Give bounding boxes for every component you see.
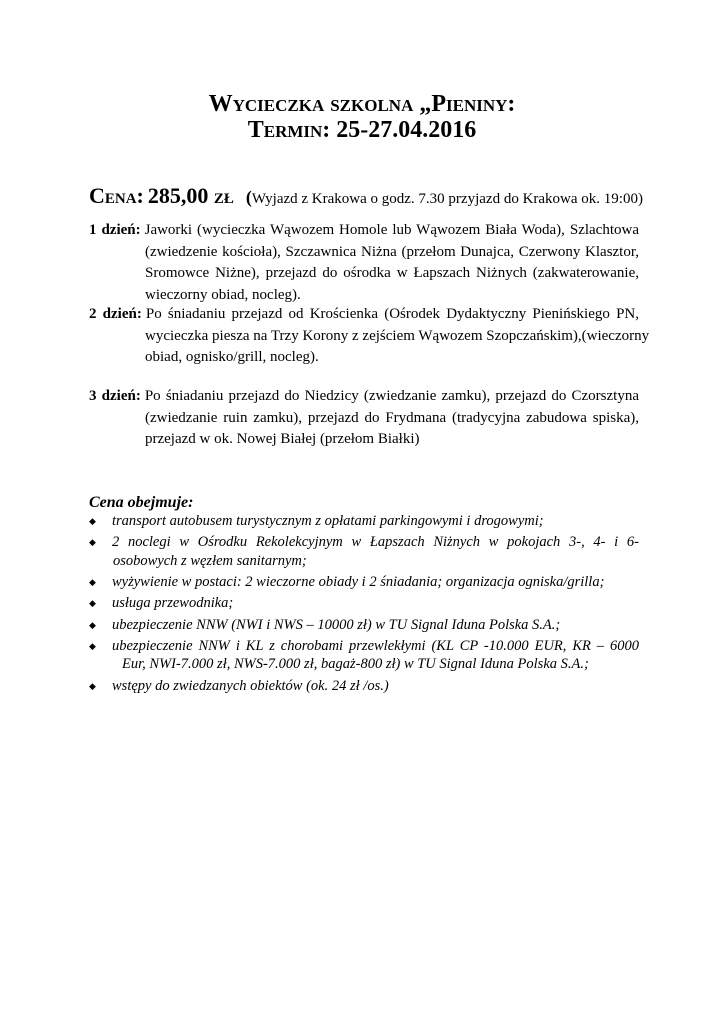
list-item (89, 533, 639, 570)
day-text-line: wycieczka piesza na Trzy Korony z zejściem Wąwozem Szopczańskim),(wieczorny (145, 327, 650, 344)
day-text-line: Sromowce Niżne), przejazd do ośrodka w Łapszach Niżnych (zakwaterowanie, (145, 265, 639, 281)
price-line (89, 183, 643, 212)
list-item (89, 512, 639, 531)
price-note-text: Wyjazd z Krakowa o godz. 7.30 przyjazd do Krakowa ok. 19:00) (251, 191, 643, 207)
diamond-bullet-icon: ◆ (89, 680, 96, 691)
list-item-text: wyżywienie w postaci: 2 wieczorne obiady i 2 śniadania; organizacja ogniska/grilla; (112, 574, 605, 591)
includes-title: Cena obejmuje: (89, 494, 194, 511)
trip-date: Termin: 25-27.04.2016 (247, 117, 477, 143)
day-row (89, 220, 639, 242)
day-row (89, 386, 639, 408)
list-item-text: usługa przewodnika; (112, 595, 234, 612)
day-text-line: (zwiedzanie ruin zamku), przejazd do Frydmana (tradycyjna zabudowa spiska), (145, 409, 639, 426)
day-text-line: Po śniadaniu przejazd od Krościenka (Ośrodek Dydaktyczny Pienińskiego PN, (145, 306, 639, 322)
document-title: Wycieczka szkolna „Pieniny: (208, 91, 516, 117)
price-note-paren: ( (245, 187, 252, 207)
diamond-bullet-icon: ◆ (89, 577, 96, 588)
day-label: 3 dzień: (89, 388, 141, 404)
day-3-section (89, 386, 639, 451)
price-label: Cena: (89, 183, 144, 208)
list-item-text: ubezpieczenie NNW (NWI i NWS – 10000 zł) w TU Signal Iduna Polska S.A.; (112, 616, 561, 633)
day-text-line: przejazd w ok. Nowej Białej (przełom Białki) (145, 431, 420, 447)
diamond-bullet-icon: ◆ (89, 598, 96, 609)
day-row (89, 304, 639, 326)
diamond-bullet-icon: ◆ (89, 640, 96, 651)
list-item (89, 594, 639, 613)
diamond-bullet-icon: ◆ (89, 516, 96, 526)
list-item (89, 637, 639, 674)
list-item (89, 573, 639, 592)
list-item (89, 677, 639, 696)
list-item-text: transport autobusem turystycznym z opłatami parkingowymi i drogowymi; (112, 513, 544, 529)
day-2-section (89, 304, 650, 369)
diamond-bullet-icon: ◆ (89, 619, 96, 630)
day-text-line: (zwiedzenie kościoła), Szczawnica Niżna (przełom Dunajca, Czerwony Klasztor, (145, 243, 639, 260)
day-label: 2 dzień: (89, 306, 142, 322)
includes-list (89, 512, 639, 698)
day-text-line: obiad, ognisko/grill, nocleg). (145, 349, 319, 365)
day-1-section (89, 220, 639, 306)
list-item-text: 2 noclegi w Ośrodku Rekolekcyjnym w Łapszach Niżnych w pokojach 3-, 4- i 6- (112, 534, 639, 551)
list-item-text: Eur, NWI-7.000 zł, NWS-7.000 zł, bagaż-800 zł) w TU Signal Iduna Polska S.A.; (122, 656, 589, 673)
price-note (245, 187, 643, 207)
day-text-line: Jaworki (wycieczka Wąwozem Homole lub Wąwozem Biała Woda), Szlachtowa (144, 222, 639, 238)
price-value: 285,00 zł (147, 183, 234, 208)
list-item-text: ubezpieczenie NNW i KL z chorobami przewlekłymi (KL CP -10.000 EUR, KR – 6000 (112, 637, 639, 654)
day-text-line: Po śniadaniu przejazd do Niedzicy (zwiedzanie zamku), przejazd do Czorsztyna (144, 388, 639, 404)
diamond-bullet-icon: ◆ (89, 537, 96, 548)
list-item (89, 616, 639, 635)
list-item-text: osobowych z węzłem sanitarnym; (113, 552, 307, 569)
day-label: 1 dzień: (89, 222, 141, 238)
list-item-text: wstępy do zwiedzanych obiektów (ok. 24 zł /os.) (112, 677, 389, 694)
day-text-line: wieczorny obiad, nocleg). (145, 286, 301, 303)
